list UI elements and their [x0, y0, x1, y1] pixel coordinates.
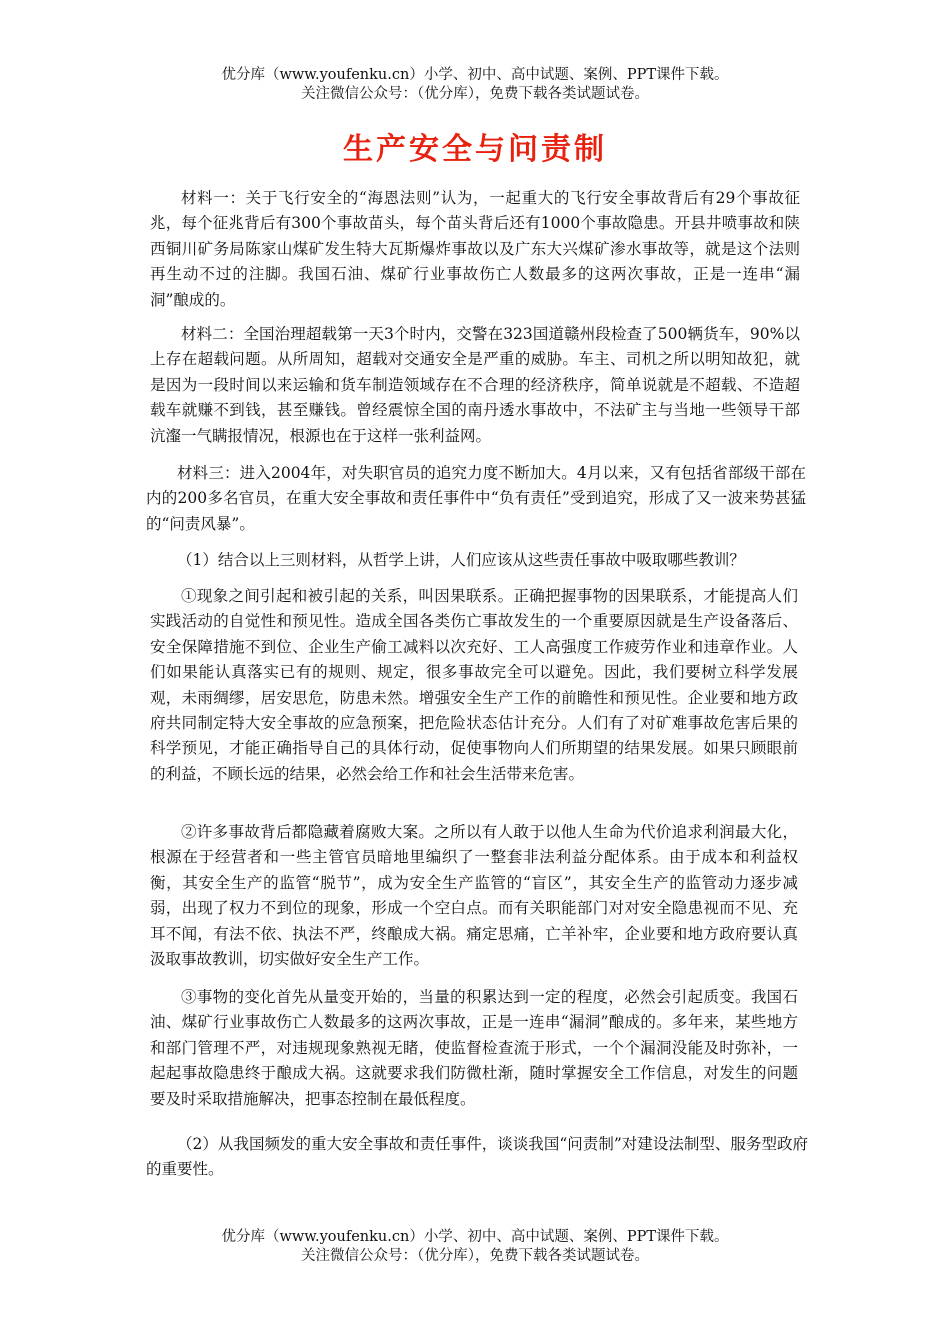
material-3-paragraph: 材料三：进入2004年，对失职官员的追究力度不断加大。4月以来，又有包括省部级干部在内的200多名官员，在重大安全事故和责任事件中“负有责任”受到追究，形成了又一波来势甚猛的“问责风暴”。	[146, 464, 806, 533]
answer-1-point-3: ③事物的变化首先从量变开始的，当量的积累达到一定的程度，必然会引起质变。我国石油、煤矿行业事故伤亡人数最多的这两次事故，正是一连串“漏洞”酿成的。多年来，某些地方和部门管理不严，对违规现象熟视无睹，使监督检查流于形式，一个个漏洞没能及时弥补，一起起事故隐患终于酿成大祸。这就要求我们防微杜渐，随时掌握安全工作信息，对发生的问题要及时采取措施解决，把事态控制在最低程度。	[150, 988, 798, 1108]
header-line-1: 优分库（www.youfenku.cn）小学、初中、高中试题、案例、PPT课件下载。	[221, 67, 729, 83]
question-1: （1）结合以上三则材料，从哲学上讲，人们应该从这些责任事故中吸取哪些教训？	[177, 551, 745, 569]
footer-line-1: 优分库（www.youfenku.cn）小学、初中、高中试题、案例、PPT课件下载。	[221, 1229, 729, 1245]
page-footer	[0, 1228, 950, 1266]
header-line-2: 关注微信公众号：（优分库），免费下载各类试题试卷。	[301, 86, 649, 102]
document-title: 生产安全与问责制	[343, 132, 607, 167]
material-2-paragraph: 材料二：全国治理超载第一天3个时内，交警在323国道赣州段检查了500辆货车，90%以上存在超载问题。从所周知，超载对交通安全是严重的威胁。车主、司机之所以明知故犯，就是因为一段时间以来运输和货车制造领域存在不合理的经济秩序，简单说就是不超载、不造超载车就赚不到钱，甚至赚钱。曾经震惊全国的南丹透水事故中，不法矿主与当地一些领导干部沆瀣一气瞒报情况，根源也在于这样一张利益网。	[150, 325, 800, 445]
footer-line-2: 关注微信公众号：（优分库），免费下载各类试题试卷。	[301, 1248, 649, 1264]
page-header	[0, 66, 950, 104]
answer-1-point-2: ②许多事故背后都隐藏着腐败大案。之所以有人敢于以他人生命为代价追求利润最大化，根源在于经营者和一些主管官员暗地里编织了一整套非法利益分配体系。由于成本和利益权衡，其安全生产的监管“脱节”，成为安全生产监管的“盲区”，其安全生产的监管动力逐步减弱，出现了权力不到位的现象，形成一个空白点。而有关职能部门对对安全隐患视而不见、充耳不闻，有法不依、执法不严，终酿成大祸。痛定思痛，亡羊补牢，企业要和地方政府要认真汲取事故教训，切实做好安全生产工作。	[150, 823, 798, 969]
question-2: （2）从我国频发的重大安全事故和责任事件，谈谈我国“问责制”对建设法制型、服务型政府的重要性。	[146, 1135, 808, 1179]
answer-1-point-1: ①现象之间引起和被引起的关系，叫因果联系。正确把握事物的因果联系，才能提高人们实践活动的自觉性和预见性。造成全国各类伤亡事故发生的一个重要原因就是生产设备落后、安全保障措施不到位、企业生产偷工减料以次充好、工人高强度工作疲劳作业和违章作业。人们如果能认真落实已有的规则、规定，很多事故完全可以避免。因此，我们要树立科学发展观，未雨绸缪，居安思危，防患未然。增强安全生产工作的前瞻性和预见性。企业要和地方政府共同制定特大安全事故的应急预案，把危险状态估计充分。人们有了对矿难事故危害后果的科学预见，才能正确指导自己的具体行动，促使事物向人们所期望的结果发展。如果只顾眼前的利益，不顾长远的结果，必然会给工作和社会生活带来危害。	[150, 587, 798, 783]
material-1-paragraph: 材料一：关于飞行安全的“海恩法则”认为，一起重大的飞行安全事故背后有29个事故征兆，每个征兆背后有300个事故苗头，每个苗头背后还有1000个事故隐患。开县井喷事故和陕西铜川矿务局陈家山煤矿发生特大瓦斯爆炸事故以及广东大兴煤矿渗水事故等，就是这个法则再生动不过的注脚。我国石油、煤矿行业事故伤亡人数最多的这两次事故，正是一连串“漏洞”酿成的。	[150, 189, 800, 309]
